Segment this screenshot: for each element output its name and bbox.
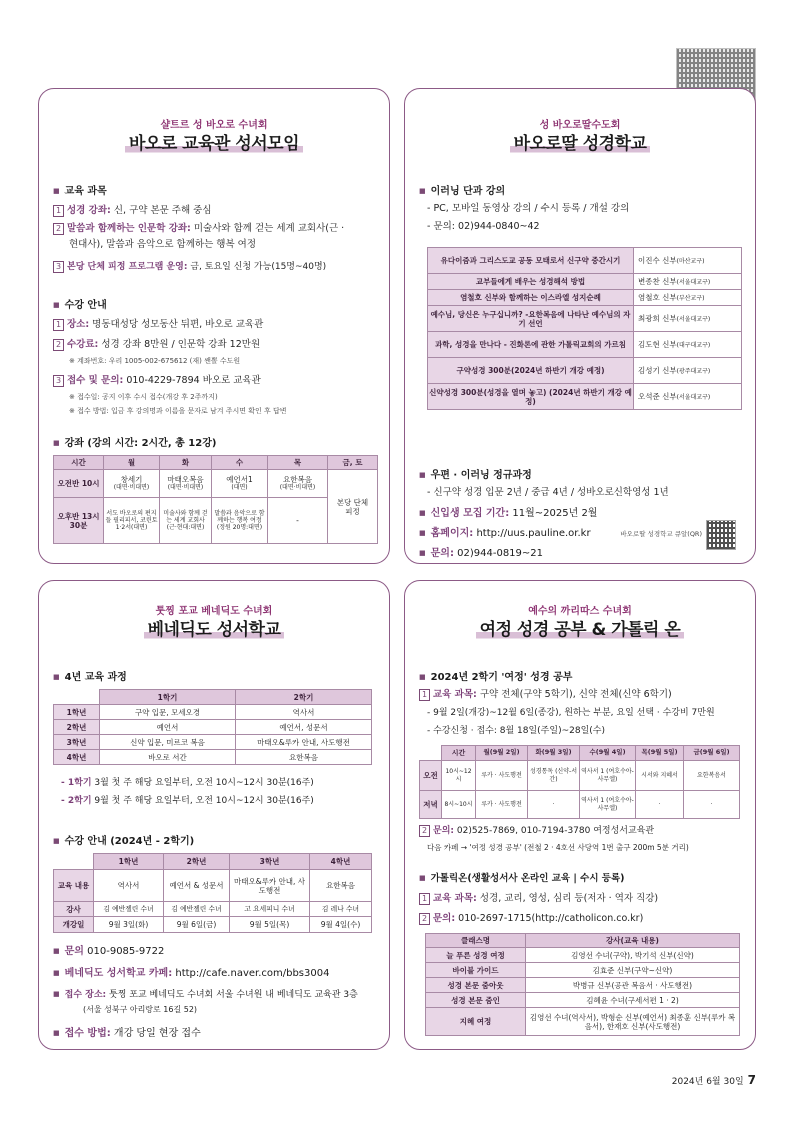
table-header: 강사(교육 내용) bbox=[526, 934, 740, 948]
row-label: 2학년 bbox=[54, 720, 100, 735]
table-cell: 8시~10시 bbox=[442, 791, 476, 819]
course-name: 과학, 성경을 만나다 - 진화론에 관한 가톨릭교회의 가르침 bbox=[428, 332, 634, 358]
table-cell: 9월 3일(화) bbox=[94, 917, 164, 933]
course-name: 신약성경 300분(성경을 열며 놓고) (2024년 하반기 개강 예정) bbox=[428, 384, 634, 410]
table-cell: 마태오&루카 안내, 사도행전 bbox=[236, 735, 372, 750]
note-line: ※ 접수 방법: 입금 후 강의명과 이름을 문자로 남겨 주시면 확인 후 답변 bbox=[69, 407, 287, 415]
table-header: 화 bbox=[160, 456, 212, 470]
enrollment-table bbox=[53, 853, 372, 933]
table-cell: 요한복음서 bbox=[684, 761, 740, 791]
class-name: 성경 본문 줌아웃 bbox=[426, 978, 526, 993]
table-row bbox=[426, 948, 740, 963]
page-footer bbox=[672, 1072, 756, 1088]
table-cell: - bbox=[268, 498, 328, 544]
info-bullet: ■ 신입생 모집 기간: 11월~2025년 2월 bbox=[419, 507, 597, 521]
table-cell: 예언서 bbox=[100, 720, 236, 735]
table-cell: 김 레나 수녀 bbox=[310, 902, 372, 917]
course-item: 3 본당 단체 피정 프로그램 운영: 금, 토요일 신청 가능(15명~40명) bbox=[53, 261, 381, 273]
info-line: - 문의: 02)944-0840~42 bbox=[427, 221, 540, 232]
section-heading: ■ 수강 안내 (2024년 - 2학기) bbox=[53, 835, 194, 849]
class-teacher: 김영선 수녀(구약), 박기석 신부(신약) bbox=[526, 948, 740, 963]
table-header: 수 bbox=[212, 456, 268, 470]
note-line: ※ 접수일: 공지 이후 수시 접수(개강 후 2주까지) bbox=[69, 393, 218, 401]
card-title: 베네딕도 성서학교 bbox=[39, 619, 389, 642]
instructor: 변종찬 신부(서울대교구) bbox=[634, 274, 742, 290]
info-line: 2 문의: 010-2697-1715(http://catholicon.co.kr) bbox=[419, 913, 747, 926]
curriculum-table bbox=[53, 689, 372, 765]
instructor: 최광희 신부(서울대교구) bbox=[634, 306, 742, 332]
info-bullet: ■ 문의: 02)944-0819~21 bbox=[419, 547, 543, 561]
row-label: 1학년 bbox=[54, 705, 100, 720]
table-header: 시간 bbox=[54, 456, 104, 470]
table-cell: 신약 입문, 미르코 복음 bbox=[100, 735, 236, 750]
table-cell: 마태오&루카 안내, 사도행전 bbox=[230, 870, 310, 902]
card-benedictine-bible-school bbox=[38, 580, 390, 1050]
course-item: 2 말씀과 함께하는 인문학 강좌: 미술사와 함께 걷는 세계 교회사(근 · bbox=[53, 223, 381, 236]
info-line: - 신구약 성경 입문 2년 / 중급 4년 / 성바오로신학영성 1년 bbox=[427, 487, 669, 498]
row-label: 오후반 13시 30분 bbox=[54, 498, 104, 544]
class-name: 바이블 가이드 bbox=[426, 963, 526, 978]
row-label: 3학년 bbox=[54, 735, 100, 750]
table-header: 4학년 bbox=[310, 854, 372, 870]
table-header: 금(9월 6일) bbox=[684, 746, 740, 761]
table-cell: 예언서1 (대면) bbox=[212, 470, 268, 498]
table-header: 금, 토 bbox=[328, 456, 378, 470]
info-line: 3 접수 및 문의: 010-4229-7894 바오로 교육관 bbox=[53, 375, 381, 388]
instructor: 김도현 신부(대구대교구) bbox=[634, 332, 742, 358]
section-heading: ■ 이러닝 단과 강의 bbox=[419, 185, 505, 199]
table-header: 1학년 bbox=[94, 854, 164, 870]
section-heading: ■ 교육 과목 bbox=[53, 185, 107, 199]
table-row bbox=[426, 993, 740, 1008]
table-row bbox=[428, 290, 742, 306]
course-name: 예수님, 당신은 누구십니까? -요한복음에 나타난 예수님의 자기 선언 bbox=[428, 306, 634, 332]
section-heading: ■ 가톨릭온(생활성서사 온라인 교육 | 수시 등록) bbox=[419, 873, 625, 886]
course-item-cont: 현대사), 말씀과 음악으로 함께하는 행복 여정 bbox=[69, 239, 257, 250]
table-cell: 예언서 & 성문서 bbox=[164, 870, 230, 902]
table-row bbox=[426, 963, 740, 978]
table-row bbox=[54, 735, 372, 750]
section-heading: ■ 2024년 2학기 '여정' 성경 공부 bbox=[419, 671, 572, 685]
table-header: 2학기 bbox=[236, 690, 372, 705]
table-row bbox=[428, 274, 742, 290]
table-cell: 요한복음 (대면·비대면) bbox=[268, 470, 328, 498]
table-cell: 바오로 서간 bbox=[100, 750, 236, 765]
note-line: ※ 계좌번호: 우리 1005-002-675612 (재) 쌘뽈 수도원 bbox=[69, 357, 241, 365]
section-heading: ■ 4년 교육 과정 bbox=[53, 671, 127, 685]
info-bullet: ■ 베네딕도 성서학교 카페: http://cafe.naver.com/bbs3004 bbox=[53, 967, 329, 981]
table-row bbox=[426, 978, 740, 993]
table-cell: 서도 바오로의 편지들 필리피서, 코린토 1·2서(대면) bbox=[104, 498, 160, 544]
table-header: 목(9월 5일) bbox=[636, 746, 684, 761]
address-line: (서울 성북구 아리랑로 16길 52) bbox=[83, 1005, 198, 1014]
info-bullet: ■ 홈페이지: http://uus.pauline.or.kr bbox=[419, 527, 591, 541]
class-teacher: 김영선 수녀(역사서), 박형순 신부(예언서) 최종훈 신부(루카 복음서), 한재호 신부(사도행전) bbox=[526, 1008, 740, 1036]
class-name: 성경 본문 줌인 bbox=[426, 993, 526, 1008]
table-row bbox=[428, 306, 742, 332]
table-cell: 구약 입문, 모세오경 bbox=[100, 705, 236, 720]
card-pauline-bible-school bbox=[404, 88, 756, 564]
table-cell: 말씀과 음악으로 함께하는 행복 여정 (정원 20명:대면) bbox=[212, 498, 268, 544]
row-label: 강사 bbox=[54, 902, 94, 917]
table-cell: 시서와 지혜서 bbox=[636, 761, 684, 791]
table-cell: 고 요세피니 수녀 bbox=[230, 902, 310, 917]
semester-line: - 2학기 9월 첫 주 해당 요일부터, 오전 10시~12시 30분(16주) bbox=[61, 796, 314, 806]
info-line: 다음 카페 → '여정 성경 공부' (전철 2 · 4호선 사당역 1번 출구 200m 5분 거리) bbox=[427, 843, 689, 852]
row-label: 오전반 10시 bbox=[54, 470, 104, 498]
section-heading: ■ 강좌 (강의 시간: 2시간, 총 12강) bbox=[53, 437, 216, 451]
course-item: 1 성경 강좌: 신, 구약 본문 주해 중심 bbox=[53, 205, 381, 218]
table-cell: 역사서 1 (여호수아-사무엘) bbox=[580, 761, 636, 791]
table-cell: · bbox=[636, 791, 684, 819]
instructor: 오석준 신부(서울대교구) bbox=[634, 384, 742, 410]
class-teacher: 김혜윤 수녀(구세서편 1 · 2) bbox=[526, 993, 740, 1008]
table-cell: 역사서 bbox=[94, 870, 164, 902]
table-cell: 마태오복음 (대면·비대면) bbox=[160, 470, 212, 498]
table-cell: 본당 단체 피정 bbox=[328, 470, 378, 544]
class-name: 늘 푸른 성경 여정 bbox=[426, 948, 526, 963]
weekly-schedule-table bbox=[419, 745, 740, 819]
class-teacher: 박병규 신부(공관 복음서 · 사도행전) bbox=[526, 978, 740, 993]
row-label: 4학년 bbox=[54, 750, 100, 765]
class-table bbox=[425, 933, 740, 1036]
row-label: 개강일 bbox=[54, 917, 94, 933]
row-label: 교육 내용 bbox=[54, 870, 94, 902]
table-cell: 미술사와 함께 걷는 세계 교회사 (근·현대:대면) bbox=[160, 498, 212, 544]
table-header: 1학기 bbox=[100, 690, 236, 705]
card-subtitle: 샬트르 성 바오로 수녀회 bbox=[160, 120, 268, 131]
table-row bbox=[428, 248, 742, 274]
table-row bbox=[428, 384, 742, 410]
table-cell: · bbox=[684, 791, 740, 819]
table-header: 수(9월 4일) bbox=[580, 746, 636, 761]
instructor: 이진수 신부(마산교구) bbox=[634, 248, 742, 274]
table-cell: 김 예반젤린 수녀 bbox=[164, 902, 230, 917]
info-line: 1 교육 과목: 성경, 교리, 영성, 심리 등(저자 · 역자 직강) bbox=[419, 893, 747, 906]
section-heading: ■ 수강 안내 bbox=[53, 299, 107, 313]
qr-code-icon bbox=[706, 520, 736, 550]
card-pauline-education bbox=[38, 88, 390, 564]
table-cell: 김 예반젤린 수녀 bbox=[94, 902, 164, 917]
info-line: - PC, 모바일 동영상 강의 / 수시 등록 / 개설 강의 bbox=[427, 203, 630, 214]
info-line: 2 문의: 02)525-7869, 010-7194-3780 여정성서교육관 bbox=[419, 825, 747, 837]
table-row bbox=[54, 720, 372, 735]
card-subtitle: 툿찡 포교 베네딕도 수녀회 bbox=[155, 606, 273, 617]
instructor: 염철호 신부(부산교구) bbox=[634, 290, 742, 306]
table-header: 월(9월 2일) bbox=[476, 746, 528, 761]
table-cell: · bbox=[528, 791, 580, 819]
table-header: 2학년 bbox=[164, 854, 230, 870]
table-row bbox=[54, 705, 372, 720]
info-line: 2 수강료: 성경 강좌 8만원 / 인문학 강좌 12만원 bbox=[53, 339, 381, 352]
table-header: 시간 bbox=[442, 746, 476, 761]
issue-date: 2024년 6월 30일 bbox=[671, 1077, 744, 1087]
table-row bbox=[428, 332, 742, 358]
class-teacher: 김효준 신부(구약~신약) bbox=[526, 963, 740, 978]
table-header: 월 bbox=[104, 456, 160, 470]
table-cell: 요한복음 bbox=[236, 750, 372, 765]
info-bullet: ■ 문의 010-9085-9722 bbox=[53, 945, 164, 959]
class-name: 지혜 여정 bbox=[426, 1008, 526, 1036]
table-cell: 루카 · 사도행전 bbox=[476, 791, 528, 819]
section-heading: ■ 우편 · 이러닝 정규과정 bbox=[419, 469, 532, 483]
course-name: 교부들에게 배우는 성경해석 방법 bbox=[428, 274, 634, 290]
table-cell: 역사서 1 (여호수아-사무엘) bbox=[580, 791, 636, 819]
table-cell: 요한복음 bbox=[310, 870, 372, 902]
table-cell: 역사서 bbox=[236, 705, 372, 720]
card-title: 바오로 교육관 성서모임 bbox=[39, 133, 389, 156]
table-cell: 9월 6일(금) bbox=[164, 917, 230, 933]
table-cell: 성경통독 (신약-서간) bbox=[528, 761, 580, 791]
card-title: 바오로딸 성경학교 bbox=[405, 133, 755, 156]
table-cell: 9월 5일(목) bbox=[230, 917, 310, 933]
info-bullet: ■ 접수 방법: 개강 당일 현장 접수 bbox=[53, 1027, 201, 1041]
table-header: 목 bbox=[268, 456, 328, 470]
table-header: 화(9월 3일) bbox=[528, 746, 580, 761]
course-name: 구약성경 300분(2024년 하반기 개강 예정) bbox=[428, 358, 634, 384]
table-row bbox=[428, 358, 742, 384]
instructor: 김성기 신부(광주대교구) bbox=[634, 358, 742, 384]
table-cell: 예언서, 성문서 bbox=[236, 720, 372, 735]
course-name: 염철호 신부와 함께하는 이스라엘 성지순례 bbox=[428, 290, 634, 306]
card-subtitle: 예수의 까리따스 수녀회 bbox=[528, 606, 632, 617]
course-table bbox=[427, 247, 742, 410]
table-row bbox=[54, 750, 372, 765]
info-bullet: ■ 접수 장소: 툿찡 포교 베네딕도 수녀회 서울 수녀원 내 베네딕도 교육관 3층 bbox=[53, 989, 358, 1001]
row-label: 저녁 bbox=[420, 791, 442, 819]
table-cell: 9월 4일(수) bbox=[310, 917, 372, 933]
table-cell: 10시~12시 bbox=[442, 761, 476, 791]
info-line: 1 교육 과목: 구약 전체(구약 5학기), 신약 전체(신약 6학기) bbox=[419, 689, 747, 702]
info-line: - 수강신청 · 접수: 8월 18일(주일)~28일(수) bbox=[427, 726, 605, 736]
schedule-table bbox=[53, 455, 378, 544]
table-cell: 창세기 (대면·비대면) bbox=[104, 470, 160, 498]
row-label: 오전 bbox=[420, 761, 442, 791]
card-caritas-bible-study bbox=[404, 580, 756, 1050]
info-line: - 9월 2일(개강)~12월 6일(종강), 원하는 부분, 요일 선택 · 수강비 7만원 bbox=[427, 708, 715, 718]
page-number: 7 bbox=[747, 1073, 756, 1087]
course-name: 유다이즘과 그리스도교 공동 모태로서 신구약 중간시기 bbox=[428, 248, 634, 274]
info-line: 1 장소: 명동대성당 성모동산 뒤편, 바오로 교육관 bbox=[53, 319, 381, 332]
semester-line: - 1학기 3월 첫 주 해당 요일부터, 오전 10시~12시 30분(16주) bbox=[61, 778, 314, 788]
table-header: 클래스명 bbox=[426, 934, 526, 948]
card-title: 여정 성경 공부 & 가톨릭 온 bbox=[405, 619, 755, 642]
table-cell: 루카 · 사도행전 bbox=[476, 761, 528, 791]
table-header: 3학년 bbox=[230, 854, 310, 870]
card-subtitle: 성 바오로딸수도회 bbox=[539, 120, 621, 131]
table-row bbox=[426, 1008, 740, 1036]
qr-caption: 바오로딸 성경학교 큐알(QR) bbox=[620, 530, 702, 538]
